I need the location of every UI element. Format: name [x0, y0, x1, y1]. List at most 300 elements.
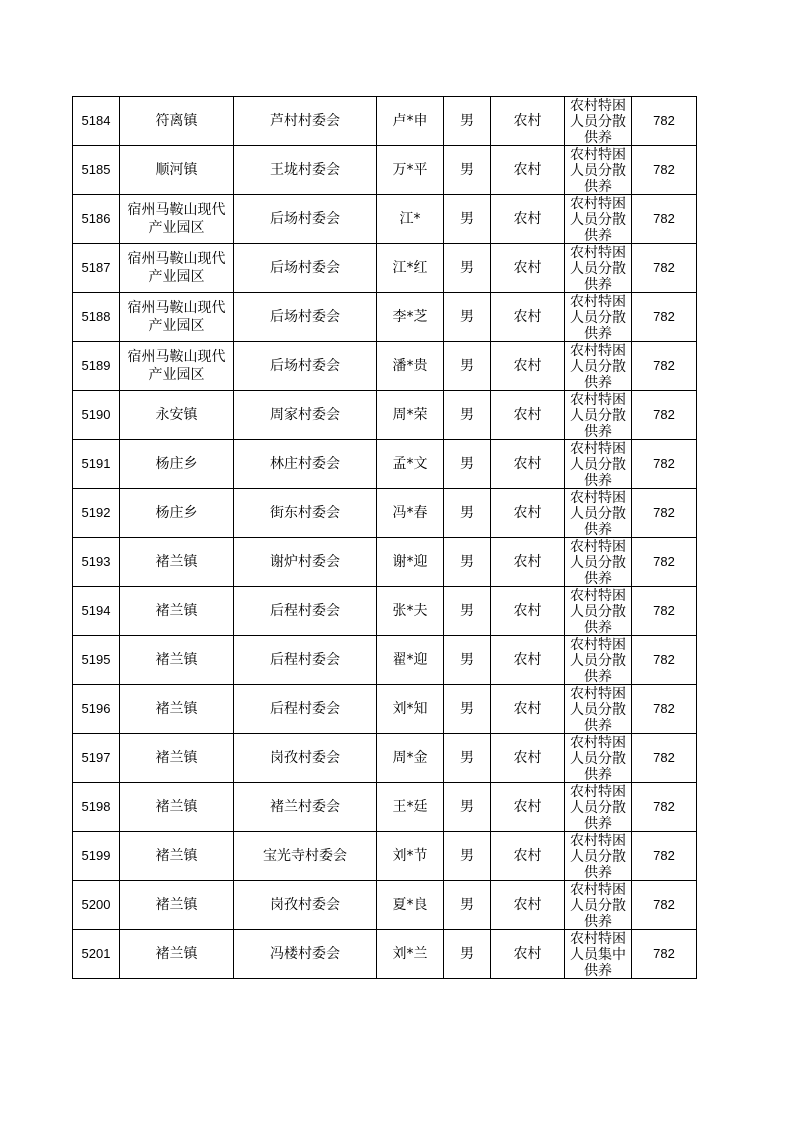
serial-number-text: 5188	[81, 309, 111, 324]
serial-number-cell	[73, 734, 120, 783]
town-cell	[120, 195, 234, 244]
household-type-cell	[491, 489, 565, 538]
town-cell	[120, 146, 234, 195]
household-type-cell	[491, 342, 565, 391]
serial-number-cell	[73, 489, 120, 538]
household-type-text: 农村	[513, 848, 542, 864]
table-row	[73, 342, 697, 391]
village-committee-cell	[234, 97, 377, 146]
gender-cell	[444, 538, 491, 587]
town-cell	[120, 538, 234, 587]
household-type-text: 农村	[513, 211, 542, 227]
person-name-text: 刘*知	[392, 701, 428, 717]
person-name-cell	[377, 636, 444, 685]
town-cell	[120, 440, 234, 489]
support-category-text: 农村特困人员分散供养	[570, 245, 626, 292]
person-name-cell	[377, 97, 444, 146]
town-text: 褚兰镇	[155, 701, 198, 717]
table-row	[73, 930, 697, 979]
person-name-text: 刘*节	[392, 848, 428, 864]
town-text: 褚兰镇	[155, 799, 198, 815]
village-committee-text: 周家村委会	[270, 407, 340, 423]
support-category-text: 农村特困人员分散供养	[570, 637, 626, 684]
household-type-text: 农村	[513, 505, 542, 521]
support-category-text: 农村特困人员分散供养	[570, 735, 626, 782]
gender-cell	[444, 783, 491, 832]
household-type-text: 农村	[513, 750, 542, 766]
person-name-text: 谢*迎	[392, 554, 428, 570]
support-category-text: 农村特困人员分散供养	[570, 882, 626, 929]
serial-number-cell	[73, 146, 120, 195]
table-row	[73, 195, 697, 244]
gender-text: 男	[460, 848, 474, 864]
amount-text: 782	[653, 113, 675, 128]
serial-number-cell	[73, 685, 120, 734]
gender-cell	[444, 832, 491, 881]
household-type-cell	[491, 97, 565, 146]
town-text: 褚兰镇	[155, 848, 198, 864]
amount-text: 782	[653, 211, 675, 226]
amount-text: 782	[653, 848, 675, 863]
table-row	[73, 293, 697, 342]
table-row	[73, 440, 697, 489]
household-type-text: 农村	[513, 113, 542, 129]
household-type-cell	[491, 636, 565, 685]
support-category-text: 农村特困人员分散供养	[570, 588, 626, 635]
amount-text: 782	[653, 750, 675, 765]
village-committee-text: 芦村村委会	[270, 113, 340, 129]
town-cell	[120, 587, 234, 636]
table-row	[73, 489, 697, 538]
town-cell	[120, 685, 234, 734]
serial-number-cell	[73, 538, 120, 587]
amount-text: 782	[653, 554, 675, 569]
amount-text: 782	[653, 603, 675, 618]
village-committee-text: 褚兰村委会	[270, 799, 340, 815]
village-committee-cell	[234, 734, 377, 783]
town-text: 褚兰镇	[155, 946, 198, 962]
support-category-text: 农村特困人员分散供养	[570, 392, 626, 439]
amount-text: 782	[653, 407, 675, 422]
support-category-cell	[565, 391, 632, 440]
household-type-cell	[491, 440, 565, 489]
table-row	[73, 881, 697, 930]
village-committee-cell	[234, 881, 377, 930]
serial-number-cell	[73, 195, 120, 244]
person-name-cell	[377, 587, 444, 636]
amount-cell	[632, 489, 697, 538]
amount-cell	[632, 783, 697, 832]
gender-text: 男	[460, 309, 474, 325]
serial-number-text: 5198	[81, 799, 111, 814]
amount-cell	[632, 685, 697, 734]
gender-cell	[444, 489, 491, 538]
gender-text: 男	[460, 407, 474, 423]
person-name-cell	[377, 734, 444, 783]
table-row	[73, 538, 697, 587]
support-category-text: 农村特困人员分散供养	[570, 784, 626, 831]
serial-number-text: 5186	[81, 211, 111, 226]
amount-text: 782	[653, 701, 675, 716]
household-type-cell	[491, 734, 565, 783]
support-category-text: 农村特困人员分散供养	[570, 343, 626, 390]
household-type-cell	[491, 685, 565, 734]
support-category-cell	[565, 538, 632, 587]
amount-text: 782	[653, 505, 675, 520]
person-name-cell	[377, 881, 444, 930]
town-text: 顺河镇	[155, 162, 198, 178]
village-committee-cell	[234, 538, 377, 587]
support-category-cell	[565, 440, 632, 489]
support-category-cell	[565, 146, 632, 195]
person-name-cell	[377, 538, 444, 587]
person-name-cell	[377, 146, 444, 195]
serial-number-cell	[73, 97, 120, 146]
table-row	[73, 97, 697, 146]
village-committee-text: 林庄村委会	[270, 456, 340, 472]
table-body	[73, 97, 697, 979]
gender-text: 男	[460, 456, 474, 472]
household-type-cell	[491, 293, 565, 342]
town-text: 杨庄乡	[155, 456, 198, 472]
gender-text: 男	[460, 946, 474, 962]
town-text: 宿州马鞍山现代产业园区	[127, 202, 226, 236]
serial-number-cell	[73, 440, 120, 489]
support-category-cell	[565, 293, 632, 342]
support-category-text: 农村特困人员分散供养	[570, 441, 626, 488]
serial-number-text: 5187	[81, 260, 111, 275]
amount-cell	[632, 293, 697, 342]
gender-cell	[444, 587, 491, 636]
serial-number-cell	[73, 783, 120, 832]
support-category-cell	[565, 489, 632, 538]
village-committee-text: 后程村委会	[270, 652, 340, 668]
support-category-text: 农村特困人员分散供养	[570, 294, 626, 341]
support-category-text: 农村特困人员集中供养	[570, 931, 626, 978]
serial-number-text: 5191	[81, 456, 111, 471]
household-type-text: 农村	[513, 652, 542, 668]
person-name-text: 江*	[399, 211, 421, 227]
household-type-text: 农村	[513, 799, 542, 815]
serial-number-text: 5184	[81, 113, 111, 128]
gender-cell	[444, 440, 491, 489]
household-type-text: 农村	[513, 897, 542, 913]
village-committee-text: 后场村委会	[270, 358, 340, 374]
town-cell	[120, 244, 234, 293]
recipient-table	[72, 96, 697, 979]
gender-text: 男	[460, 260, 474, 276]
serial-number-cell	[73, 587, 120, 636]
support-category-cell	[565, 783, 632, 832]
support-category-cell	[565, 881, 632, 930]
village-committee-cell	[234, 342, 377, 391]
gender-text: 男	[460, 897, 474, 913]
person-name-cell	[377, 930, 444, 979]
table-row	[73, 783, 697, 832]
serial-number-text: 5199	[81, 848, 111, 863]
household-type-cell	[491, 783, 565, 832]
amount-text: 782	[653, 652, 675, 667]
town-cell	[120, 293, 234, 342]
support-category-cell	[565, 97, 632, 146]
town-text: 褚兰镇	[155, 750, 198, 766]
person-name-cell	[377, 195, 444, 244]
serial-number-text: 5189	[81, 358, 111, 373]
household-type-cell	[491, 587, 565, 636]
amount-cell	[632, 587, 697, 636]
serial-number-text: 5195	[81, 652, 111, 667]
person-name-cell	[377, 440, 444, 489]
town-cell	[120, 342, 234, 391]
gender-cell	[444, 195, 491, 244]
household-type-cell	[491, 391, 565, 440]
amount-cell	[632, 195, 697, 244]
gender-cell	[444, 342, 491, 391]
person-name-cell	[377, 293, 444, 342]
gender-cell	[444, 244, 491, 293]
gender-text: 男	[460, 162, 474, 178]
serial-number-text: 5194	[81, 603, 111, 618]
person-name-text: 翟*迎	[392, 652, 428, 668]
amount-text: 782	[653, 309, 675, 324]
serial-number-cell	[73, 342, 120, 391]
person-name-cell	[377, 685, 444, 734]
serial-number-text: 5193	[81, 554, 111, 569]
gender-text: 男	[460, 603, 474, 619]
town-cell	[120, 97, 234, 146]
village-committee-cell	[234, 587, 377, 636]
amount-cell	[632, 930, 697, 979]
town-cell	[120, 489, 234, 538]
table-row	[73, 391, 697, 440]
village-committee-text: 后程村委会	[270, 701, 340, 717]
village-committee-cell	[234, 244, 377, 293]
household-type-cell	[491, 146, 565, 195]
town-cell	[120, 783, 234, 832]
person-name-text: 李*芝	[392, 309, 428, 325]
support-category-text: 农村特困人员分散供养	[570, 147, 626, 194]
support-category-cell	[565, 832, 632, 881]
table-row	[73, 587, 697, 636]
town-text: 永安镇	[155, 407, 198, 423]
gender-cell	[444, 930, 491, 979]
town-cell	[120, 391, 234, 440]
town-text: 褚兰镇	[155, 897, 198, 913]
amount-cell	[632, 440, 697, 489]
amount-text: 782	[653, 799, 675, 814]
village-committee-cell	[234, 293, 377, 342]
household-type-cell	[491, 244, 565, 293]
household-type-text: 农村	[513, 260, 542, 276]
town-text: 符离镇	[155, 113, 198, 129]
village-committee-cell	[234, 636, 377, 685]
amount-text: 782	[653, 260, 675, 275]
town-cell	[120, 930, 234, 979]
serial-number-cell	[73, 881, 120, 930]
support-category-cell	[565, 930, 632, 979]
support-category-cell	[565, 636, 632, 685]
household-type-text: 农村	[513, 358, 542, 374]
support-category-text: 农村特困人员分散供养	[570, 196, 626, 243]
village-committee-text: 后场村委会	[270, 260, 340, 276]
support-category-text: 农村特困人员分散供养	[570, 490, 626, 537]
support-category-cell	[565, 734, 632, 783]
household-type-cell	[491, 881, 565, 930]
gender-text: 男	[460, 701, 474, 717]
serial-number-cell	[73, 636, 120, 685]
village-committee-cell	[234, 195, 377, 244]
village-committee-text: 后场村委会	[270, 211, 340, 227]
support-category-text: 农村特困人员分散供养	[570, 686, 626, 733]
town-text: 褚兰镇	[155, 554, 198, 570]
amount-cell	[632, 832, 697, 881]
support-category-cell	[565, 195, 632, 244]
serial-number-text: 5190	[81, 407, 111, 422]
town-cell	[120, 734, 234, 783]
household-type-cell	[491, 930, 565, 979]
household-type-text: 农村	[513, 456, 542, 472]
amount-cell	[632, 636, 697, 685]
serial-number-text: 5197	[81, 750, 111, 765]
support-category-cell	[565, 244, 632, 293]
village-committee-text: 宝光寺村委会	[263, 848, 347, 864]
table-row	[73, 734, 697, 783]
person-name-text: 周*荣	[392, 407, 428, 423]
village-committee-cell	[234, 440, 377, 489]
table-row	[73, 244, 697, 293]
village-committee-text: 岗孜村委会	[270, 897, 340, 913]
household-type-text: 农村	[513, 701, 542, 717]
person-name-text: 王*廷	[392, 799, 428, 815]
person-name-cell	[377, 832, 444, 881]
person-name-text: 孟*文	[392, 456, 428, 472]
amount-cell	[632, 734, 697, 783]
gender-text: 男	[460, 799, 474, 815]
amount-text: 782	[653, 162, 675, 177]
gender-text: 男	[460, 505, 474, 521]
serial-number-cell	[73, 832, 120, 881]
gender-cell	[444, 293, 491, 342]
village-committee-cell	[234, 146, 377, 195]
amount-text: 782	[653, 456, 675, 471]
village-committee-text: 街东村委会	[270, 505, 340, 521]
gender-text: 男	[460, 211, 474, 227]
support-category-cell	[565, 342, 632, 391]
town-text: 杨庄乡	[155, 505, 198, 521]
town-text: 宿州马鞍山现代产业园区	[127, 349, 226, 383]
support-category-text: 农村特困人员分散供养	[570, 98, 626, 145]
village-committee-cell	[234, 930, 377, 979]
support-category-text: 农村特困人员分散供养	[570, 833, 626, 880]
person-name-text: 冯*春	[392, 505, 428, 521]
amount-cell	[632, 342, 697, 391]
village-committee-text: 后程村委会	[270, 603, 340, 619]
table-row	[73, 636, 697, 685]
amount-cell	[632, 244, 697, 293]
support-category-cell	[565, 685, 632, 734]
person-name-text: 潘*贵	[392, 358, 428, 374]
serial-number-text: 5201	[81, 946, 111, 961]
amount-cell	[632, 538, 697, 587]
person-name-cell	[377, 489, 444, 538]
household-type-text: 农村	[513, 162, 542, 178]
gender-text: 男	[460, 652, 474, 668]
person-name-cell	[377, 391, 444, 440]
household-type-text: 农村	[513, 407, 542, 423]
serial-number-cell	[73, 930, 120, 979]
town-text: 宿州马鞍山现代产业园区	[127, 300, 226, 334]
gender-cell	[444, 636, 491, 685]
gender-text: 男	[460, 358, 474, 374]
table-row	[73, 832, 697, 881]
village-committee-text: 王垅村委会	[270, 162, 340, 178]
household-type-cell	[491, 195, 565, 244]
village-committee-text: 谢炉村委会	[270, 554, 340, 570]
town-cell	[120, 881, 234, 930]
person-name-text: 刘*兰	[392, 946, 428, 962]
gender-cell	[444, 881, 491, 930]
serial-number-text: 5192	[81, 505, 111, 520]
amount-text: 782	[653, 946, 675, 961]
village-committee-text: 冯楼村委会	[270, 946, 340, 962]
gender-cell	[444, 685, 491, 734]
village-committee-text: 岗孜村委会	[270, 750, 340, 766]
person-name-text: 周*金	[392, 750, 428, 766]
gender-cell	[444, 146, 491, 195]
gender-cell	[444, 391, 491, 440]
town-cell	[120, 636, 234, 685]
town-text: 褚兰镇	[155, 603, 198, 619]
amount-cell	[632, 97, 697, 146]
village-committee-cell	[234, 685, 377, 734]
person-name-text: 夏*良	[392, 897, 428, 913]
gender-text: 男	[460, 750, 474, 766]
person-name-cell	[377, 783, 444, 832]
person-name-text: 万*平	[392, 162, 428, 178]
person-name-cell	[377, 342, 444, 391]
gender-cell	[444, 97, 491, 146]
gender-text: 男	[460, 554, 474, 570]
support-category-cell	[565, 587, 632, 636]
household-type-cell	[491, 832, 565, 881]
amount-text: 782	[653, 358, 675, 373]
amount-cell	[632, 146, 697, 195]
serial-number-cell	[73, 293, 120, 342]
amount-cell	[632, 391, 697, 440]
serial-number-text: 5196	[81, 701, 111, 716]
serial-number-cell	[73, 391, 120, 440]
village-committee-cell	[234, 783, 377, 832]
village-committee-cell	[234, 489, 377, 538]
serial-number-text: 5185	[81, 162, 111, 177]
household-type-cell	[491, 538, 565, 587]
person-name-text: 张*夫	[392, 603, 428, 619]
household-type-text: 农村	[513, 946, 542, 962]
household-type-text: 农村	[513, 603, 542, 619]
amount-text: 782	[653, 897, 675, 912]
person-name-text: 江*红	[392, 260, 428, 276]
town-cell	[120, 832, 234, 881]
serial-number-cell	[73, 244, 120, 293]
household-type-text: 农村	[513, 309, 542, 325]
village-committee-cell	[234, 391, 377, 440]
person-name-cell	[377, 244, 444, 293]
table-row	[73, 685, 697, 734]
town-text: 褚兰镇	[155, 652, 198, 668]
household-type-text: 农村	[513, 554, 542, 570]
serial-number-text: 5200	[81, 897, 111, 912]
town-text: 宿州马鞍山现代产业园区	[127, 251, 226, 285]
